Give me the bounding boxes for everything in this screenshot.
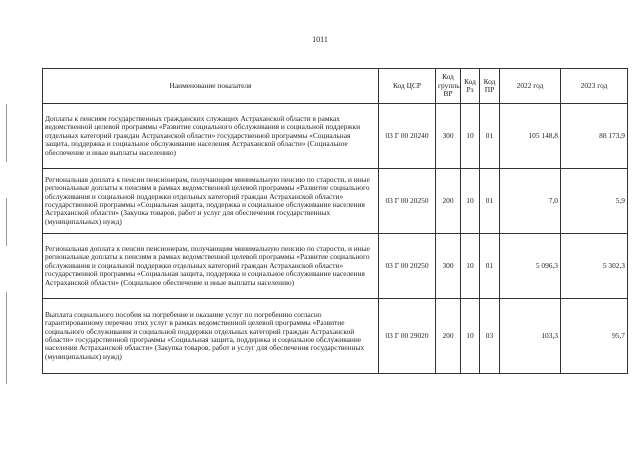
scan-edge-mark-bottom <box>6 292 7 384</box>
row-value-2023: 5,9 <box>561 169 628 234</box>
scan-edge-mark-middle <box>6 198 7 246</box>
row-value-2022: 7,0 <box>500 169 561 234</box>
row-pr-code: 03 <box>480 299 500 374</box>
budget-table <box>42 68 628 374</box>
row-value-2022: 105 148,8 <box>500 104 561 169</box>
row-pr-code: 01 <box>480 169 500 234</box>
header-csr-code: Код ЦСР <box>379 69 436 104</box>
table-row <box>43 299 628 374</box>
row-value-2023: 95,7 <box>561 299 628 374</box>
row-pr-code: 01 <box>480 234 500 299</box>
row-csr-code: 03 Г 00 29020 <box>379 299 436 374</box>
row-value-2022: 5 096,3 <box>500 234 561 299</box>
row-csr-code: 03 Г 00 20250 <box>379 234 436 299</box>
row-rz-code: 10 <box>461 299 480 374</box>
header-vr-code: Код группы ВР <box>436 69 461 104</box>
scan-edge-mark-top <box>6 104 7 162</box>
table-header-row <box>43 69 628 104</box>
row-indicator-name: Выплата социального пособия на погребение и оказание услуг по погребению согласно гарантированному перечню этих услуг в рамках ведомственной целевой программы «Развитие социального обслуживания и социальной поддержки отдельных категорий граждан Астраханской области» государственной программы «Социальная защита, поддержка и социальное обслуживание населения Астраханской области» (Закупка товаров, работ и услуг для обеспечения государственных (муниципальных) нужд) <box>43 299 379 374</box>
row-value-2023: 88 173,9 <box>561 104 628 169</box>
table-row <box>43 169 628 234</box>
table-row <box>43 104 628 169</box>
row-csr-code: 03 Г 00 20250 <box>379 169 436 234</box>
row-pr-code: 01 <box>480 104 500 169</box>
row-indicator-name: Региональная доплата к пенсии пенсионерам, получающим минимальную пенсию по старости, и иные региональные доплаты к пенсиям в рамках ведомственной целевой программы «Развитие социального обслуживания и социальной поддержки отдельных категорий граждан Астраханской области» государственной программы «Социальная защита, поддержка и социальное обслуживание населения Астраханской области» (Социальное обеспечение и иные выплаты населению) <box>43 234 379 299</box>
row-rz-code: 10 <box>461 234 480 299</box>
row-vr-code: 300 <box>436 104 461 169</box>
row-indicator-name: Доплаты к пенсиям государственных гражданских служащих Астраханской области в рамках ведомственной целевой программы «Развитие социального обслуживания и социальной поддержки отдельных категорий граждан Астраханской области» государственной программы «Социальная защита, поддержка и социальное обслуживание населения Астраханской области» (Социальное обеспечение и иные выплаты населению) <box>43 104 379 169</box>
header-indicator-name: Наименование показателя <box>43 69 379 104</box>
row-indicator-name: Региональная доплата к пенсии пенсионерам, получающим минимальную пенсию по старости, и иные региональные доплаты к пенсиям в рамках ведомственной целевой программы «Развитие социального обслуживания и социальной поддержки отдельных категорий граждан Астраханской области» государственной программы «Социальная защита, поддержка и социальное обслуживание населения Астраханской области» (Закупка товаров, работ и услуг для обеспечения государственных (муниципальных) нужд) <box>43 169 379 234</box>
header-rz-code: Код Рз <box>461 69 480 104</box>
row-vr-code: 300 <box>436 234 461 299</box>
row-csr-code: 03 Г 00 20240 <box>379 104 436 169</box>
table-row <box>43 234 628 299</box>
header-year-2022: 2022 год <box>500 69 561 104</box>
header-pr-code: Код ПР <box>480 69 500 104</box>
row-rz-code: 10 <box>461 104 480 169</box>
row-vr-code: 200 <box>436 169 461 234</box>
row-value-2022: 103,3 <box>500 299 561 374</box>
header-year-2023: 2023 год <box>561 69 628 104</box>
row-rz-code: 10 <box>461 169 480 234</box>
row-value-2023: 5 302,3 <box>561 234 628 299</box>
page-number: 1011 <box>312 35 328 44</box>
row-vr-code: 200 <box>436 299 461 374</box>
